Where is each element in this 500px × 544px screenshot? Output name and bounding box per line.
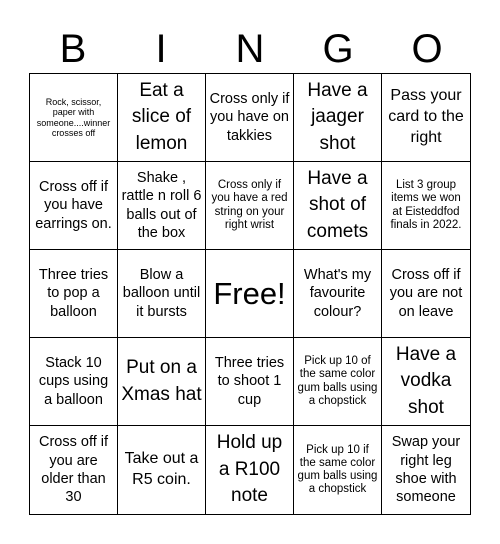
free-space-cell[interactable]: Free! [206, 250, 294, 338]
bingo-cell[interactable]: Rock, scissor, paper with someone....winner crosses off [30, 74, 118, 162]
header-letter-n: N [235, 27, 265, 71]
bingo-cell[interactable]: Pick up 10 of the same color gum balls using a chopstick [294, 338, 382, 426]
bingo-cell[interactable]: Have a vodka shot [382, 338, 470, 426]
bingo-cell[interactable]: Blow a balloon until it bursts [118, 250, 206, 338]
bingo-cell[interactable]: Take out a R5 coin. [118, 426, 206, 514]
bingo-card-grid [29, 73, 471, 515]
bingo-cell[interactable]: Put on a Xmas hat [118, 338, 206, 426]
bingo-cell[interactable]: Stack 10 cups using a balloon [30, 338, 118, 426]
bingo-cell[interactable]: Hold up a R100 note [206, 426, 294, 514]
bingo-cell[interactable]: Cross only if you have on takkies [206, 74, 294, 162]
bingo-cell[interactable]: List 3 group items we won at Eisteddfod finals in 2022. [382, 162, 470, 250]
bingo-cell[interactable]: Swap your right leg shoe with someone [391, 434, 461, 506]
header-letter-i: I [155, 27, 167, 71]
bingo-cell[interactable]: Pick up 10 if the same color gum balls using a chopstick [294, 426, 382, 514]
bingo-cell[interactable]: What's my favourite colour? [294, 250, 382, 338]
bingo-cell[interactable]: Cross off if you have earrings on. [30, 162, 118, 250]
bingo-cell[interactable]: Cross off if you are older than 30 [30, 426, 118, 514]
bingo-header [29, 24, 471, 74]
header-letter-o: O [411, 27, 443, 71]
header-letter-b: B [59, 27, 87, 71]
bingo-cell[interactable]: Eat a slice of lemon [118, 74, 206, 162]
bingo-cell[interactable]: Have a jaager shot [294, 74, 382, 162]
header-letter-g: G [322, 27, 354, 71]
bingo-cell[interactable]: Cross off if you are not on leave [382, 250, 470, 338]
bingo-cell[interactable]: Three tries to pop a balloon [30, 250, 118, 338]
bingo-cell[interactable]: Cross only if you have a red string on your right wrist [206, 162, 294, 250]
bingo-cell[interactable]: Three tries to shoot 1 cup [206, 338, 294, 426]
bingo-cell[interactable]: Pass your card to the right [382, 74, 470, 162]
bingo-cell[interactable]: Have a shot of comets [294, 162, 382, 250]
bingo-cell[interactable]: Shake , rattle n roll 6 balls out of the box [118, 162, 206, 250]
